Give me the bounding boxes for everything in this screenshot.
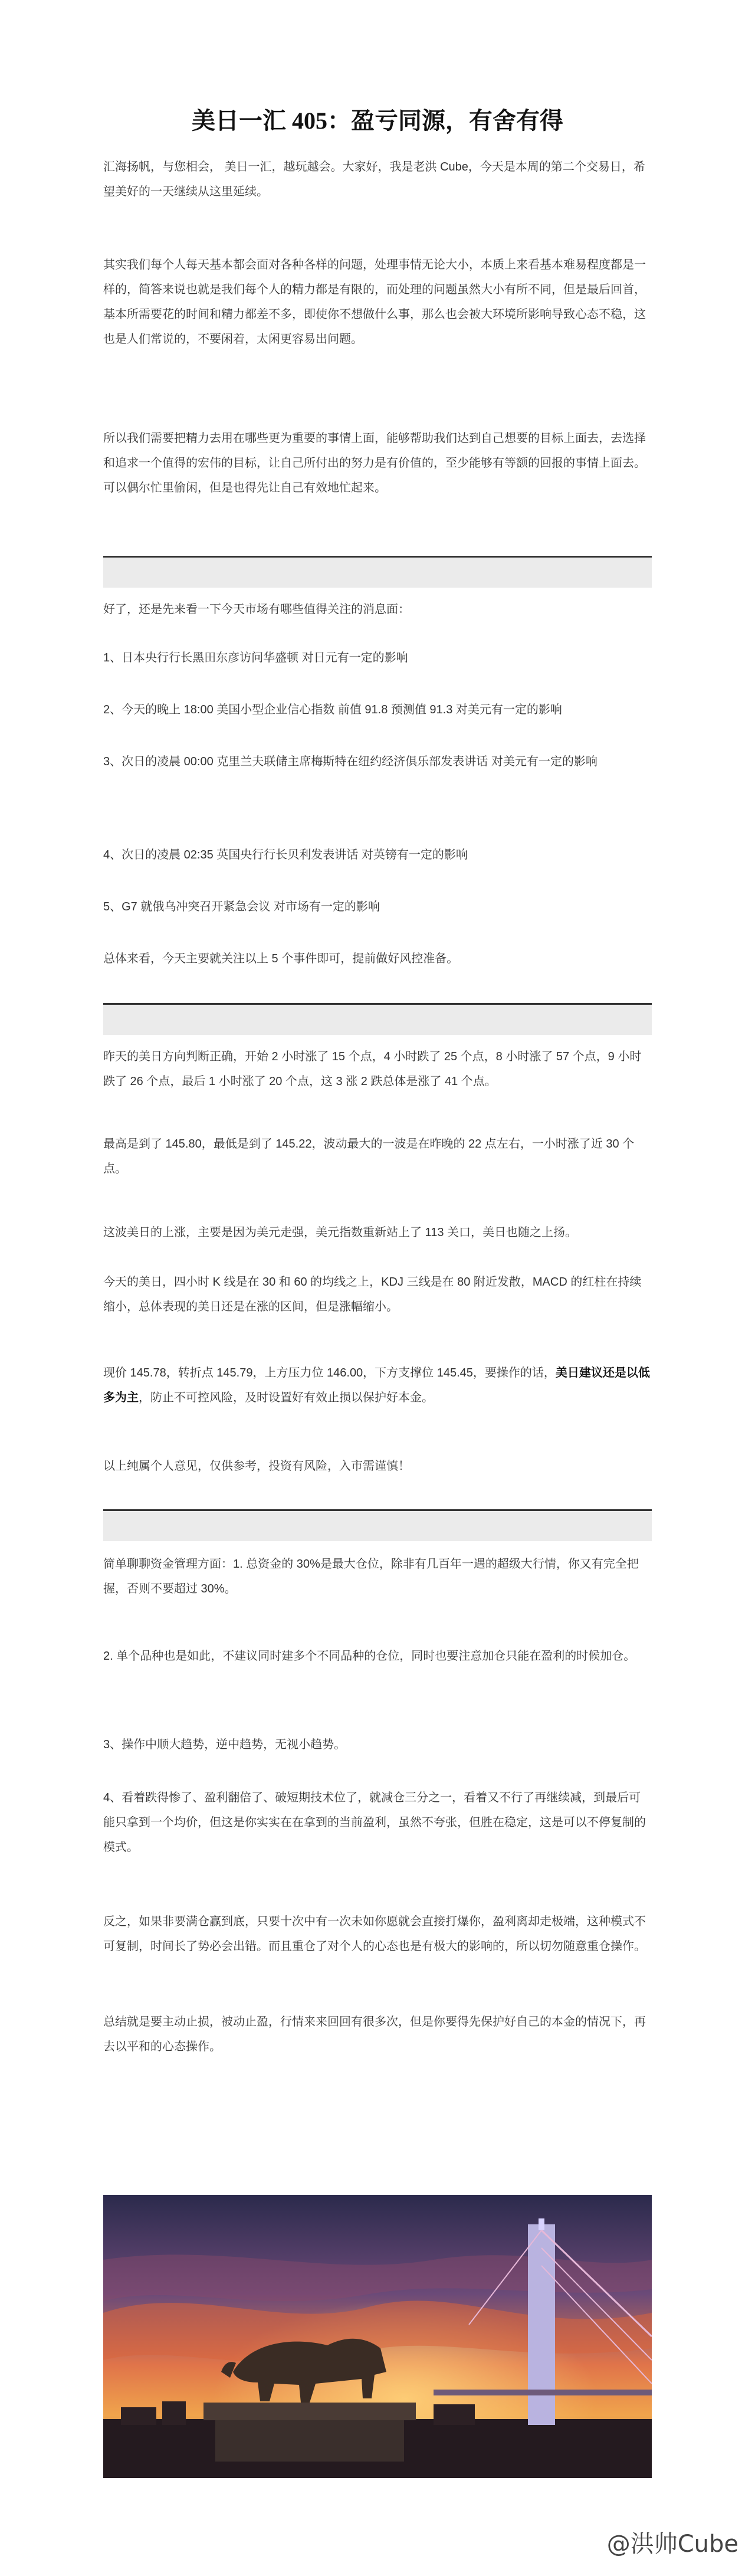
- section-divider: [103, 1003, 652, 1035]
- disclaimer: 以上纯属个人意见，仅供参考，投资有风险，入市需谨慎！: [103, 1460, 410, 1473]
- recommendation-text: 美日建议还是以低多为主: [103, 1366, 650, 1404]
- news-lead: 好了，还是先来看一下今天市场有哪些值得关注的消息面：: [103, 603, 410, 616]
- analysis-paragraph-2: 最高是到了 145.80，最低是到了 145.22，波动最大的一波是在昨晚的 22 点左右，一小时涨了近 30 个点。: [103, 1138, 635, 1175]
- money-paragraph-4: 4、看着跌得惨了、盈利翻倍了、破短期技术位了，就减仓三分之一，看着又不行了再继续减，到最后可能只拿到一个均价，但这是你实实在在拿到的当前盈利，虽然不夸张，但胜在稳定，这是可以不停复制的模式。: [103, 1791, 646, 1854]
- risk-note-text: ，防止不可控风险，及时设置好有效止损以保护好本金。: [139, 1391, 434, 1404]
- section-divider: [103, 556, 652, 588]
- news-item-3: 3、次日的凌晨 00:00 克里兰夫联储主席梅斯特在纽约经济俱乐部发表讲话 对美元有一定的影响: [103, 755, 598, 768]
- intro-paragraph-1: 汇海扬帆，与您相会， 美日一汇，越玩越会。大家好，我是老洪 Cube，今天是本周的第二个交易日，希望美好的一天继续从这里延续。: [103, 160, 645, 198]
- intro-paragraph-2: 其实我们每个人每天基本都会面对各种各样的问题，处理事情无论大小，本质上来看基本难易程度都是一样的，简答来说也就是我们每个人的精力都是有限的，而处理的问题虽然大小有所不同，但是最后回首，基本所需要花的时间和精力都差不多，即使你不想做什么事，那么也会被大环境所影响导致心态不稳，这也是人们常说的，不要闲着，太闲更容易出问题。: [103, 258, 646, 346]
- news-summary: 总体来看，今天主要就关注以上 5 个事件即可，提前做好风控准备。: [103, 952, 459, 965]
- analysis-paragraph-4: 今天的美日，四小时 K 线是在 30 和 60 的均线之上，KDJ 三线是在 80 附近发散，MACD 的红柱在持续缩小，总体表现的美日还是在涨的区间，但是涨幅缩小。: [103, 1276, 642, 1313]
- author-watermark: @洪帅Cube: [606, 2531, 738, 2558]
- money-paragraph-2: 2. 单个品种也是如此，不建议同时建多个不同品种的仓位，同时也要注意加仓只能在盈利的时候加仓。: [103, 1650, 636, 1663]
- news-item-1: 1、日本央行行长黑田东彦访问华盛顿 对日元有一定的影响: [103, 651, 408, 664]
- bull-statue-sunset-photo: [103, 2195, 652, 2478]
- article-title: 美日一汇 405：盈亏同源，有舍有得: [192, 107, 563, 134]
- analysis-paragraph-3: 这波美日的上涨，主要是因为美元走强，美元指数重新站上了 113 关口，美日也随之上扬。: [103, 1226, 577, 1239]
- section-divider: [103, 1509, 652, 1541]
- money-paragraph-3: 3、操作中顺大趋势，逆中趋势，无视小趋势。: [103, 1738, 346, 1751]
- money-paragraph-5: 反之，如果非要满仓赢到底，只要十次中有一次未如你愿就会直接打爆你，盈利离却走极端，这种模式不可复制，时间长了势必会出错。而且重仓了对个人的心态也是有极大的影响的，所以切勿随意重仓操作。: [103, 1915, 646, 1953]
- price-levels-text: 现价 145.78，转折点 145.79，上方压力位 146.00，下方支撑位 145.45，要操作的话，: [103, 1366, 556, 1379]
- intro-paragraph-3: 所以我们需要把精力去用在哪些更为重要的事情上面，能够帮助我们达到自己想要的目标上面去，去选择和追求一个值得的宏伟的目标，让自己所付出的努力是有价值的，至少能够有等额的回报的事情上面去。可以偶尔忙里偷闲，但是也得先让自己有效地忙起来。: [103, 432, 646, 494]
- money-paragraph-6: 总结就是要主动止损，被动止盈，行情来来回回有很多次，但是你要得先保护好自己的本金的情况下，再去以平和的心态操作。: [103, 2015, 646, 2053]
- news-item-4: 4、次日的凌晨 02:35 英国央行行长贝利发表讲话 对英镑有一定的影响: [103, 848, 468, 861]
- news-item-2: 2、今天的晚上 18:00 美国小型企业信心指数 前值 91.8 预测值 91.3 对美元有一定的影响: [103, 703, 562, 716]
- money-paragraph-1: 简单聊聊资金管理方面：1. 总资金的 30%是最大仓位，除非有几百年一遇的超级大行情，你又有完全把握，否则不要超过 30%。: [103, 1558, 639, 1595]
- analysis-paragraph-5: [103, 1361, 652, 1410]
- analysis-paragraph-1: 昨天的美日方向判断正确，开始 2 小时涨了 15 个点，4 小时跌了 25 个点，8 小时涨了 57 个点，9 小时跌了 26 个点，最后 1 小时涨了 20 个点，这 3 涨 2 跌总体是涨了 41 个点。: [103, 1050, 642, 1088]
- news-item-5: 5、G7 就俄乌冲突召开紧急会议 对市场有一定的影响: [103, 900, 380, 913]
